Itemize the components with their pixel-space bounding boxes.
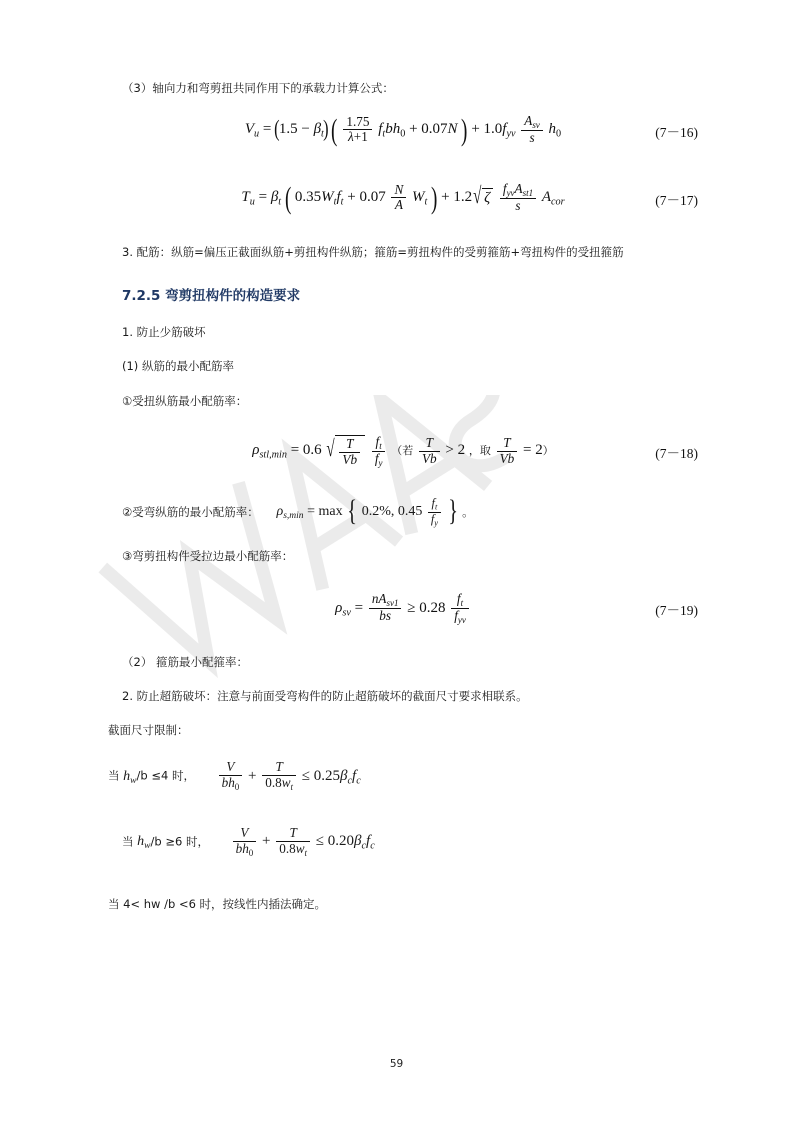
paragraph-side-min-ratio: ③弯剪扭构件受拉边最小配筋率： [122, 548, 294, 563]
paragraph-flexure-min-ratio: ②受弯纵筋的最小配筋率： $\rho_{s,min} = \max$ { 0.2%, 0.45 $\frac{f_t}{f_y}$ } 。 [122, 495, 474, 528]
formula-7-18: $\rho_{stl,min} = 0.6$ √ $\frac{T}{Vb}$ $\frac{f_t}{f_y}$ （若 $\frac{T}{Vb}$ > 2 ，取 $\frac{T}{Vb}$ = 2） [108, 435, 698, 468]
case-2-prefix: 当 [122, 834, 138, 849]
case-3-row: 当 4< hw /b <6 时，按线性内插法确定。 [108, 896, 327, 911]
formula-7-16: $V_u = (1.5 - \beta_t)$ ( $\frac{1.75}{\lambda+1}$ $f_tbh_0 + 0.07N$ ) + $1.0f_{yv}$ $\frac{A_{sv}}{s}$ $h_0$ [244, 112, 562, 147]
formula-7-16-row [108, 114, 698, 148]
formula-7-17-row [108, 182, 698, 216]
section-heading-7-2-5: 7.2.5 弯剪扭构件的构造要求 [122, 288, 301, 305]
formula-7-17: $T_u = \beta_t$ ( $0.35W_tf_t + 0.07$ $\frac{N}{A}$ $W_t$ ) + 1.2 √ ζ $\frac{f_{yv}A_{st1}}{s}$ $A_{cor}$ [108, 182, 698, 214]
case-1-condition: /b ≤4 时， [136, 768, 195, 783]
case-1-row: 当 $h_w/b \le 4$ 时， $\frac{V}{bh_0}$ + $\frac{T}{0.8w_t}$ ≤ $0.25\beta_cf_c$ [108, 759, 361, 792]
flexure-min-tail: 。 [462, 504, 474, 519]
paragraph-axial-torsion: （3）轴向力和弯剪扭共同作用下的承载力计算公式： [122, 81, 394, 95]
flexure-min-label: ②受弯纵筋的最小配筋率： [122, 504, 259, 519]
paragraph-stirrup-min-ratio: （2） 箍筋最小配箍率： [122, 654, 248, 669]
paragraph-min-ratio: (1) 纵筋的最小配筋率 [122, 359, 234, 374]
paragraph-reinforcement: 3. 配筋：纵筋=偏压正截面纵筋+剪扭构件纵筋；箍筋=剪扭构件的受剪箍筋+弯扭构件的受扭箍筋 [122, 245, 624, 260]
paragraph-prevent-over-reinforced: 2. 防止超筋破坏：注意与前面受弯构件的防止超筋破坏的截面尺寸要求相联系。 [122, 688, 528, 703]
page-content [108, 78, 698, 928]
formula-7-19: $\rho_{sv}$ = $\frac{nA_{sv1}}{bs}$ ≥ 0.28 $\frac{f_t}{f_{yv}}$ [108, 592, 698, 625]
paragraph-prevent-min-failure: 1. 防止少筋破坏 [122, 325, 206, 340]
page-number: 59 [389, 1058, 404, 1070]
formula-7-18-row [108, 435, 698, 469]
equation-number-7-19: (7－19) [655, 602, 698, 618]
equation-number-7-16: (7－16) [655, 125, 698, 141]
case-1-prefix: 当 [108, 768, 124, 783]
case-2-condition: /b ≥6 时， [150, 834, 209, 849]
formula-7-19-row [108, 592, 698, 626]
equation-number-7-18: (7－18) [655, 445, 698, 461]
equation-number-7-17: (7－17) [655, 193, 698, 209]
paragraph-torsion-min-ratio: ①受扭纵筋最小配筋率： [122, 393, 248, 408]
paragraph-section-limit: 截面尺寸限制： [108, 723, 189, 738]
case-2-row: 当 $h_w/b \ge 6$ 时， $\frac{V}{bh_0}$ + $\frac{T}{0.8w_t}$ ≤ $0.20\beta_cf_c$ [122, 825, 375, 858]
